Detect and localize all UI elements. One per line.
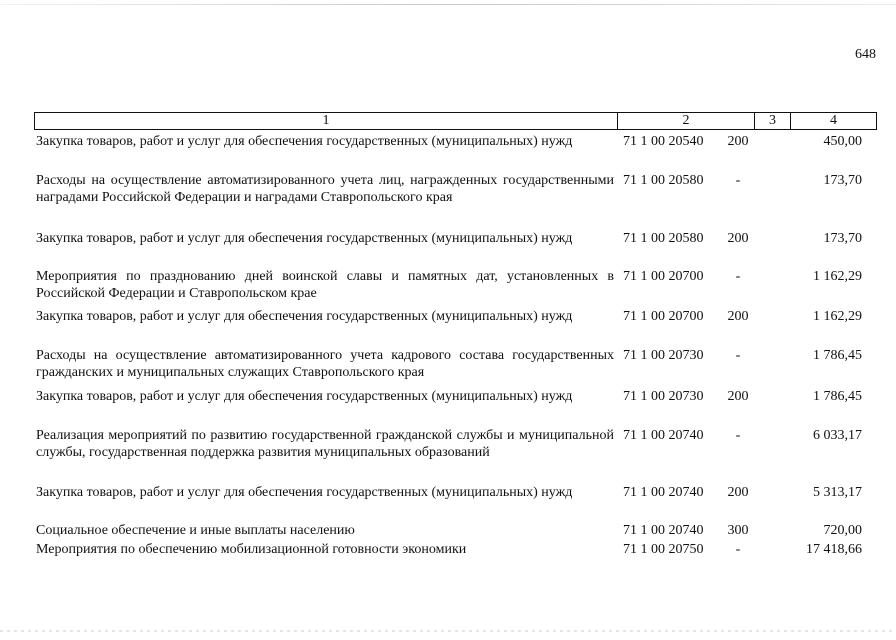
row-name: Реализация мероприятий по развитию государственной гражданской службы и муниципальной службы, государственная поддержка развития муниципальных образований	[36, 428, 614, 460]
row-type: -	[735, 428, 741, 443]
row-name: Мероприятия по обеспечению мобилизационной готовности экономики	[36, 542, 467, 557]
row-type: 200	[727, 134, 749, 149]
row-code: 71 1 00 20700	[623, 309, 704, 324]
row-type: -	[735, 173, 741, 188]
row-code: 71 1 00 20540	[623, 134, 704, 149]
header-col-4: 4	[830, 113, 837, 128]
header-col-2: 2	[618, 113, 755, 129]
row-name: Закупка товаров, работ и услуг для обеспечения государственных (муниципальных) нужд	[36, 134, 573, 149]
row-sum: 6 033,17	[813, 428, 862, 443]
row-code: 71 1 00 20730	[623, 389, 704, 404]
row-type: 200	[727, 485, 749, 500]
row-code: 71 1 00 20580	[623, 231, 704, 246]
row-code: 71 1 00 20740	[623, 523, 704, 538]
row-type: -	[735, 269, 741, 284]
row-code: 71 1 00 20580	[623, 173, 704, 188]
row-type: -	[735, 542, 741, 557]
row-sum: 173,70	[823, 173, 862, 188]
page-number: 648	[855, 47, 876, 62]
row-sum: 1 162,29	[813, 309, 862, 324]
row-sum: 450,00	[823, 134, 862, 149]
row-sum: 173,70	[823, 231, 862, 246]
row-name: Закупка товаров, работ и услуг для обеспечения государственных (муниципальных) нужд	[36, 485, 573, 500]
row-code: 71 1 00 20750	[623, 542, 704, 557]
row-name: Закупка товаров, работ и услуг для обеспечения государственных (муниципальных) нужд	[36, 309, 573, 324]
row-sum: 1 162,29	[813, 269, 862, 284]
row-name: Социальное обеспечение и иные выплаты населению	[36, 523, 355, 538]
header-col-3: 3	[755, 113, 791, 129]
row-sum: 720,00	[823, 523, 862, 538]
row-type: 200	[727, 389, 749, 404]
row-sum: 1 786,45	[813, 348, 862, 363]
row-name: Расходы на осуществление автоматизированного учета кадрового состава государственных гражданских и муниципальных служащих Ставропольского края	[36, 348, 614, 380]
row-name: Расходы на осуществление автоматизированного учета лиц, награжденных государственными наградами Российской Федерации и наградами Ставропольского края	[36, 173, 614, 205]
row-name: Закупка товаров, работ и услуг для обеспечения государственных (муниципальных) нужд	[36, 389, 573, 404]
row-type: 200	[727, 309, 749, 324]
row-code: 71 1 00 20700	[623, 269, 704, 284]
row-type: 300	[727, 523, 749, 538]
table-header	[34, 112, 877, 130]
scan-edge-top	[0, 4, 896, 5]
row-name: Закупка товаров, работ и услуг для обеспечения государственных (муниципальных) нужд	[36, 231, 573, 246]
row-type: 200	[727, 231, 749, 246]
row-sum: 5 313,17	[813, 485, 862, 500]
row-type: -	[735, 348, 741, 363]
row-code: 71 1 00 20740	[623, 428, 704, 443]
row-name: Мероприятия по празднованию дней воинской славы и памятных дат, установленных в Российской Федерации и Ставропольском крае	[36, 269, 614, 301]
row-code: 71 1 00 20730	[623, 348, 704, 363]
row-sum: 17 418,66	[806, 542, 862, 557]
header-col-1: 1	[35, 113, 618, 129]
row-sum: 1 786,45	[813, 389, 862, 404]
row-code: 71 1 00 20740	[623, 485, 704, 500]
scan-edge-bottom	[0, 630, 896, 632]
